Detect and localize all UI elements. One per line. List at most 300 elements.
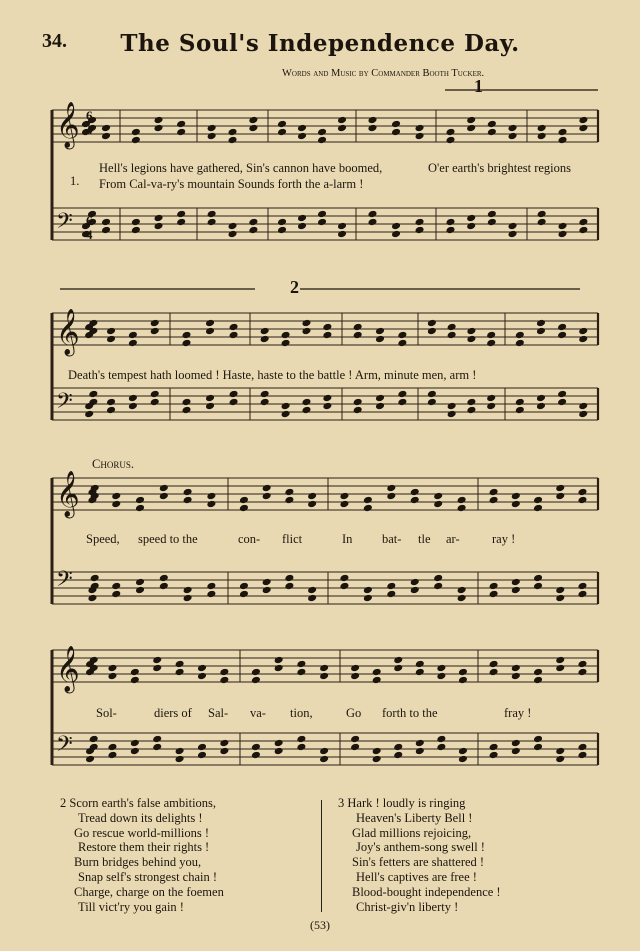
note-head [427, 398, 437, 407]
note-head [375, 327, 385, 336]
note-head [555, 747, 565, 756]
verse-line: Scorn earth's false ambitions, [69, 796, 217, 810]
note-head [205, 327, 215, 336]
note-head [88, 390, 98, 399]
note-head [350, 672, 360, 681]
note-head [281, 410, 291, 419]
note-head [206, 582, 216, 591]
note-head [533, 574, 543, 583]
note-head [353, 398, 363, 407]
note-head [337, 230, 347, 239]
note-head [386, 492, 396, 501]
note-head [353, 331, 363, 340]
note-head [555, 664, 565, 673]
note-head [317, 136, 327, 145]
verse-number: 1. [70, 174, 80, 188]
verse-line: Christ-giv'n liberty ! [356, 899, 459, 914]
note-head [557, 398, 567, 407]
note-head [372, 747, 382, 756]
note-head [130, 676, 140, 685]
note-head [106, 327, 116, 336]
note-head [128, 331, 138, 340]
note-head [487, 210, 497, 219]
note-head [466, 124, 476, 133]
note-head [577, 590, 587, 599]
note-head [557, 323, 567, 332]
note-head [558, 230, 568, 239]
lyric-word: ray ! [492, 532, 516, 546]
note-head [466, 327, 476, 336]
lyric-line-3: Death's tempest hath loomed ! Haste, haste to the battle ! Arm, minute men, arm ! [68, 368, 477, 382]
note-head [410, 586, 420, 595]
note-head [393, 656, 403, 665]
note-head [181, 398, 191, 407]
note-head [239, 496, 249, 505]
note-head [487, 218, 497, 227]
note-head [274, 656, 284, 665]
note-head [90, 574, 100, 583]
note-head [111, 582, 121, 591]
note-head [319, 672, 329, 681]
verse-line: Joy's anthem-song swell ! [356, 840, 485, 855]
note-head [353, 406, 363, 415]
note-head [152, 664, 162, 673]
note-head [367, 124, 377, 133]
note-head [489, 751, 499, 760]
lyric-word: forth to the [382, 706, 438, 720]
note-head [317, 128, 327, 137]
note-head [367, 116, 377, 125]
note-head [578, 116, 588, 125]
note-head [486, 394, 496, 403]
note-head [260, 398, 270, 407]
note-head [515, 406, 525, 415]
note-head [446, 136, 456, 145]
note-head [301, 406, 311, 415]
note-head [84, 410, 94, 419]
note-head [536, 319, 546, 328]
note-head [375, 402, 385, 411]
note-head [181, 331, 191, 340]
note-head [578, 327, 588, 336]
verse-number: 2 [60, 796, 67, 810]
treble-clef-icon: 𝄞 [56, 309, 80, 355]
note-head [181, 339, 191, 348]
note-head [446, 128, 456, 137]
note-head [107, 664, 117, 673]
note-head [322, 331, 332, 340]
note-head [159, 484, 169, 493]
note-head [206, 492, 216, 501]
verse-line: Charge, charge on the foemen [74, 884, 224, 899]
note-head [533, 743, 543, 752]
note-head [239, 504, 249, 513]
note-head [555, 492, 565, 501]
note-head [375, 394, 385, 403]
lyric-line-1a: Hell's legions have gathered, Sin's cannon have boomed, [99, 161, 383, 175]
note-head [558, 128, 568, 137]
time-sig-top: 6 [86, 108, 93, 123]
note-head [107, 751, 117, 760]
note-head [537, 132, 547, 141]
note-head [296, 660, 306, 669]
lyric-line-1b: O'er earth's brightest regions [428, 161, 572, 175]
note-head [262, 586, 272, 595]
note-head [511, 747, 521, 756]
note-head [391, 128, 401, 137]
note-head [372, 668, 382, 677]
note-head [296, 735, 306, 744]
note-head [466, 406, 476, 415]
note-head [508, 124, 518, 133]
note-head [433, 582, 443, 591]
note-head [577, 668, 587, 677]
note-head [197, 751, 207, 760]
note-head [391, 230, 401, 239]
note-head [274, 739, 284, 748]
note-head [322, 402, 332, 411]
note-head [397, 339, 407, 348]
note-head [363, 496, 373, 505]
note-head [131, 136, 141, 145]
note-head [511, 578, 521, 587]
note-head [339, 582, 349, 591]
note-head [578, 402, 588, 411]
note-head [415, 218, 425, 227]
note-head [131, 218, 141, 227]
note-head [322, 323, 332, 332]
note-head [111, 590, 121, 599]
note-head [307, 500, 317, 509]
verse-line: Till vict'ry you gain ! [78, 899, 184, 914]
note-head [207, 124, 217, 133]
note-head [219, 747, 229, 756]
lyric-word: tle [418, 532, 431, 546]
note-head [372, 755, 382, 764]
note-head [128, 339, 138, 348]
lyric-line-2: From Cal-va-ry's mountain Sounds forth the a-larm ! [99, 177, 364, 191]
note-head [363, 504, 373, 513]
note-head [533, 676, 543, 685]
note-head [219, 739, 229, 748]
verse-line: Hark ! loudly is ringing [347, 796, 466, 810]
note-head [274, 747, 284, 756]
note-head [248, 116, 258, 125]
note-head [262, 492, 272, 501]
note-head [262, 484, 272, 493]
note-head [207, 132, 217, 141]
note-head [375, 335, 385, 344]
note-head [207, 210, 217, 219]
note-head [397, 331, 407, 340]
note-head [515, 339, 525, 348]
note-head [511, 664, 521, 673]
note-head [337, 116, 347, 125]
note-head [85, 755, 95, 764]
note-head [130, 739, 140, 748]
note-head [350, 743, 360, 752]
verse-line: Burn bridges behind you, [74, 855, 202, 870]
note-head [446, 218, 456, 227]
time-sig-bottom: 4 [86, 122, 93, 137]
note-head [508, 230, 518, 239]
note-head [219, 668, 229, 677]
note-head [386, 582, 396, 591]
note-head [319, 755, 329, 764]
note-head [107, 672, 117, 681]
treble-clef-icon: 𝄞 [56, 471, 80, 517]
note-head [322, 394, 332, 403]
note-head [367, 210, 377, 219]
note-head [297, 222, 307, 231]
verse-line: Tread down its delights ! [78, 810, 203, 825]
note-head [489, 660, 499, 669]
note-head [339, 574, 349, 583]
note-head [537, 218, 547, 227]
note-head [319, 747, 329, 756]
bass-clef-icon: 𝄢 [56, 389, 73, 419]
note-head [447, 331, 457, 340]
note-head [239, 590, 249, 599]
note-head [410, 496, 420, 505]
note-head [577, 488, 587, 497]
note-head [577, 751, 587, 760]
lyric-word: ar- [446, 532, 460, 546]
note-head [436, 743, 446, 752]
note-head [128, 402, 138, 411]
note-head [558, 136, 568, 145]
note-head [197, 664, 207, 673]
note-head [111, 500, 121, 509]
note-head [183, 488, 193, 497]
note-head [301, 327, 311, 336]
verse-line: Hell's captives are free ! [356, 869, 477, 884]
lyric-word: bat- [382, 532, 402, 546]
note-head [415, 668, 425, 677]
note-head [436, 735, 446, 744]
note-head [183, 586, 193, 595]
note-head [106, 406, 116, 415]
note-head [284, 496, 294, 505]
note-head [393, 743, 403, 752]
note-head [135, 496, 145, 505]
note-head [339, 492, 349, 501]
note-head [415, 226, 425, 235]
note-head [152, 656, 162, 665]
note-head [319, 664, 329, 673]
note-head [152, 735, 162, 744]
note-head [260, 390, 270, 399]
lyric-word: tion, [290, 706, 313, 720]
note-head [111, 492, 121, 501]
note-head [511, 672, 521, 681]
note-head [277, 128, 287, 137]
note-head [131, 128, 141, 137]
note-head [175, 660, 185, 669]
note-head [578, 335, 588, 344]
note-head [175, 668, 185, 677]
note-head [427, 327, 437, 336]
note-head [486, 402, 496, 411]
note-head [307, 594, 317, 603]
note-head [207, 218, 217, 227]
note-head [101, 226, 111, 235]
note-head [578, 226, 588, 235]
note-head [205, 319, 215, 328]
note-head [154, 116, 164, 125]
note-head [511, 739, 521, 748]
note-head [251, 751, 261, 760]
verse-divider [321, 800, 322, 912]
note-head [578, 410, 588, 419]
note-head [397, 390, 407, 399]
verse-3 [338, 796, 501, 914]
lyric-word: speed to the [138, 532, 198, 546]
note-head [533, 504, 543, 513]
note-head [239, 582, 249, 591]
note-head [135, 504, 145, 513]
note-head [284, 582, 294, 591]
note-head [274, 664, 284, 673]
note-head [486, 339, 496, 348]
note-head [489, 496, 499, 505]
note-head [433, 574, 443, 583]
note-head [508, 132, 518, 141]
note-head [391, 120, 401, 129]
lyric-word: Go [346, 706, 362, 720]
treble-clef-icon: 𝄞 [56, 102, 80, 148]
note-head [301, 319, 311, 328]
note-head [415, 124, 425, 133]
note-head [251, 668, 261, 677]
note-head [350, 735, 360, 744]
note-head [537, 210, 547, 219]
note-head [87, 594, 97, 603]
note-head [101, 124, 111, 133]
note-head [486, 331, 496, 340]
note-head [248, 124, 258, 133]
note-head [393, 751, 403, 760]
note-head [229, 398, 239, 407]
note-head [181, 406, 191, 415]
note-head [131, 226, 141, 235]
note-head [159, 574, 169, 583]
note-head [458, 755, 468, 764]
note-head [410, 578, 420, 587]
note-head [458, 676, 468, 685]
section-marker-1: 1 [474, 76, 483, 96]
time-signatures [86, 108, 93, 242]
note-head [176, 210, 186, 219]
note-head [317, 218, 327, 227]
note-head [558, 222, 568, 231]
note-head [577, 743, 587, 752]
lyric-word: Sol- [96, 706, 117, 720]
verse-line: Glad millions rejoicing, [352, 825, 472, 840]
lyric-word: Speed, [86, 532, 120, 546]
note-head [150, 319, 160, 328]
hymn-number: 34. [42, 30, 67, 52]
note-head [175, 755, 185, 764]
note-head [577, 660, 587, 669]
page-number: (53) [310, 918, 330, 932]
note-head [577, 582, 587, 591]
note-head [415, 747, 425, 756]
note-head [578, 124, 588, 133]
note-head [537, 124, 547, 133]
note-head [436, 672, 446, 681]
note-head [536, 394, 546, 403]
note-head [277, 218, 287, 227]
note-head [228, 136, 238, 145]
note-head [397, 398, 407, 407]
note-head [89, 735, 99, 744]
note-head [101, 218, 111, 227]
note-head [106, 398, 116, 407]
verse-line: Go rescue world-millions ! [74, 825, 210, 840]
note-head [427, 319, 437, 328]
note-head [457, 504, 467, 513]
note-head [281, 339, 291, 348]
note-head [533, 582, 543, 591]
note-head [415, 660, 425, 669]
note-head [555, 586, 565, 595]
note-head [154, 124, 164, 133]
note-head [489, 582, 499, 591]
note-head [353, 323, 363, 332]
verse-2 [60, 796, 224, 914]
note-head [367, 218, 377, 227]
note-head [228, 128, 238, 137]
note-head [176, 120, 186, 129]
note-head [135, 586, 145, 595]
lyric-word: fray ! [504, 706, 532, 720]
note-head [297, 132, 307, 141]
note-head [557, 331, 567, 340]
note-head [106, 335, 116, 344]
note-head [260, 335, 270, 344]
note-head [415, 132, 425, 141]
note-head [466, 335, 476, 344]
note-head [489, 743, 499, 752]
note-head [183, 594, 193, 603]
note-head [197, 672, 207, 681]
note-head [433, 492, 443, 501]
section-marker-2: 2 [290, 277, 299, 297]
note-head [154, 214, 164, 223]
note-head [159, 492, 169, 501]
chorus-label: Chorus. [92, 457, 134, 471]
note-head [466, 116, 476, 125]
note-head [578, 218, 588, 227]
note-head [337, 222, 347, 231]
note-head [206, 500, 216, 509]
note-head [447, 410, 457, 419]
note-head [555, 594, 565, 603]
note-head [458, 747, 468, 756]
lyric-word: va- [250, 706, 266, 720]
verse-line: Sin's fetters are shattered ! [352, 855, 485, 870]
note-head [206, 590, 216, 599]
treble-clef-icon: 𝄞 [56, 646, 80, 692]
lyric-word: Sal- [208, 706, 229, 720]
note-head [557, 390, 567, 399]
note-head [487, 120, 497, 129]
note-head [228, 222, 238, 231]
verse-line: Restore them their rights ! [78, 840, 210, 855]
note-head [363, 594, 373, 603]
note-head [107, 743, 117, 752]
